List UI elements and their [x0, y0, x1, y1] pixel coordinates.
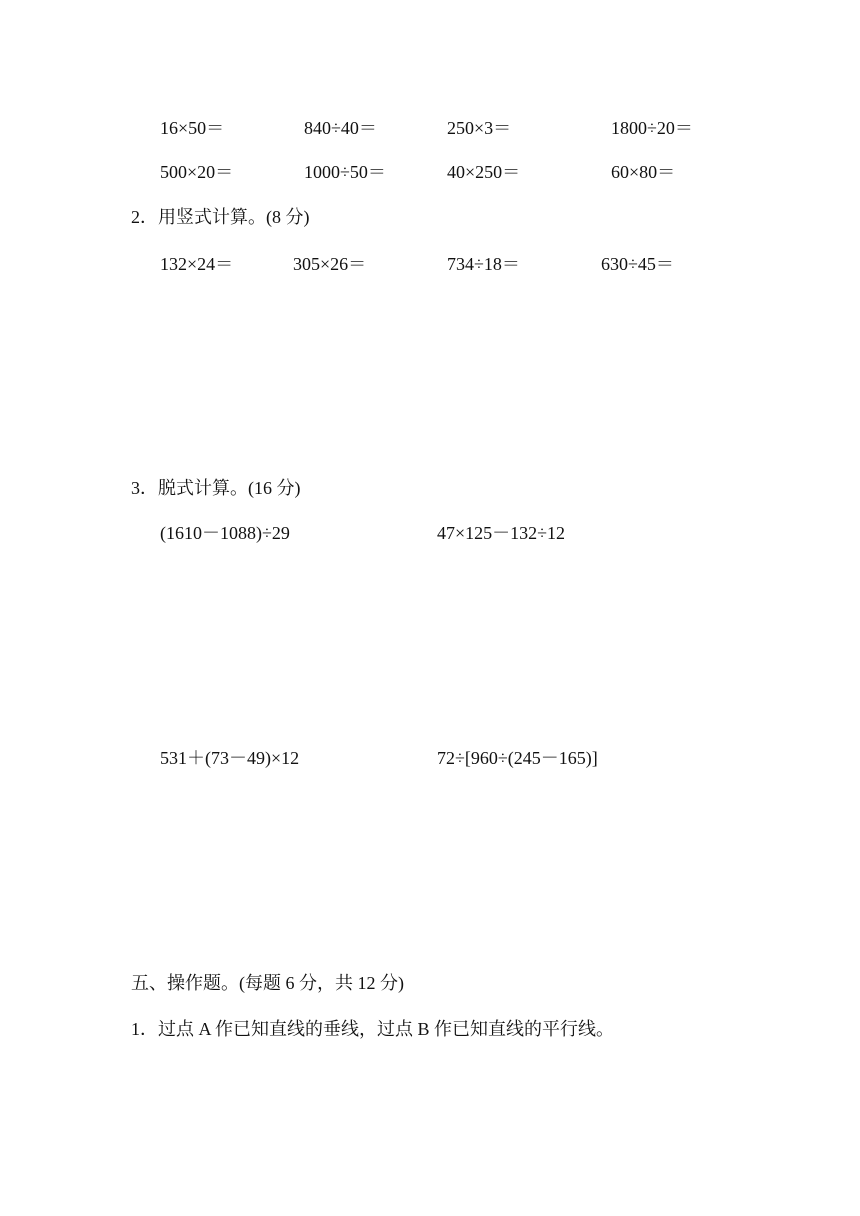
oral-calc-item: 40×250＝	[447, 162, 521, 182]
section-2-heading: 2．用竖式计算。(8 分)	[131, 207, 310, 227]
vertical-calc-item: 305×26＝	[293, 254, 367, 274]
section-5-heading: 五、操作题。(每题 6 分，共 12 分)	[131, 973, 404, 993]
oral-calc-item: 500×20＝	[160, 162, 234, 182]
oral-calc-item: 250×3＝	[447, 118, 512, 138]
stepwise-calc-item: 531＋(73－49)×12	[160, 748, 300, 768]
vertical-calc-item: 630÷45＝	[601, 254, 674, 274]
section-3-heading: 3．脱式计算。(16 分)	[131, 478, 301, 498]
oral-calc-item: 1000÷50＝	[304, 162, 386, 182]
vertical-calc-item: 132×24＝	[160, 254, 234, 274]
section-5-question-1: 1．过点 A 作已知直线的垂线，过点 B 作已知直线的平行线。	[131, 1019, 615, 1039]
oral-calc-item: 840÷40＝	[304, 118, 377, 138]
stepwise-calc-item: (1610－1088)÷29	[160, 523, 290, 543]
oral-calc-item: 60×80＝	[611, 162, 676, 182]
oral-calc-item: 16×50＝	[160, 118, 225, 138]
stepwise-calc-item: 72÷[960÷(245－165)]	[437, 748, 598, 768]
vertical-calc-item: 734÷18＝	[447, 254, 520, 274]
stepwise-calc-item: 47×125－132÷12	[437, 523, 566, 543]
oral-calc-item: 1800÷20＝	[611, 118, 693, 138]
